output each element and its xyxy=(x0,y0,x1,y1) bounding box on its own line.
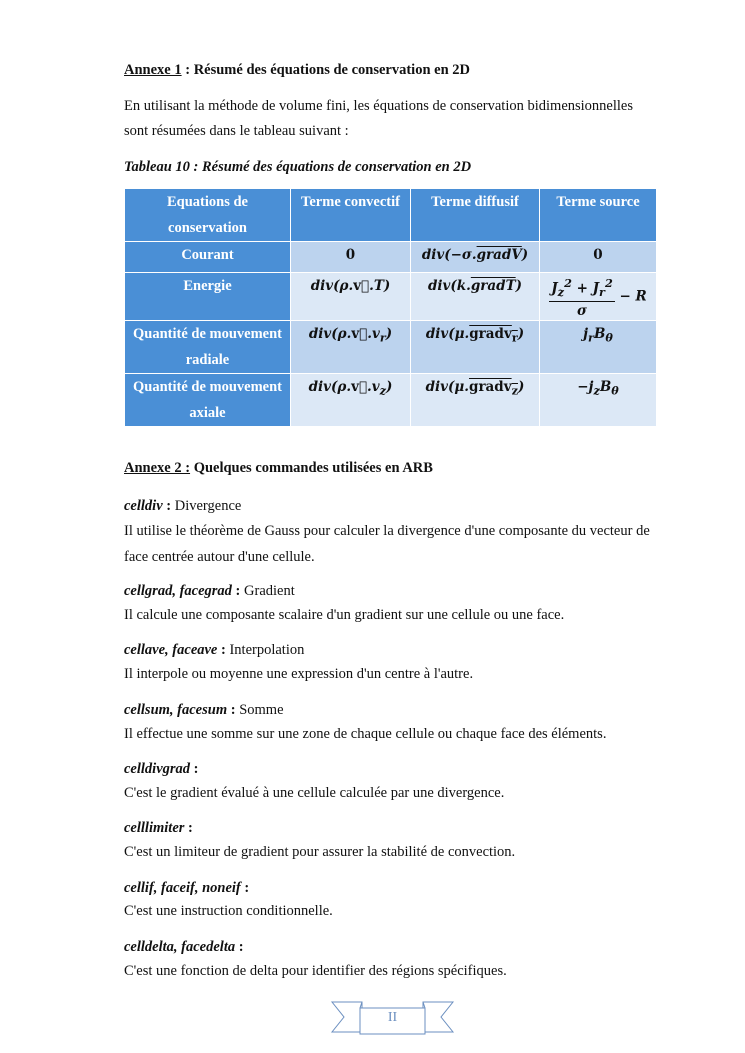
cell-convective: $div(\rho.v⃗.v_r)$ xyxy=(291,321,411,374)
cell-convective: 0 xyxy=(291,242,411,273)
command-name: cellave, faceave xyxy=(124,642,218,658)
command-entry: cellgrad, facegrad : Gradient Il calcule une composante scalaire d'un gradient sur une cellule ou une face. xyxy=(124,581,656,628)
table-row-energie xyxy=(125,273,657,321)
command-name: cellgrad, facegrad xyxy=(124,583,232,599)
command-title: Somme xyxy=(239,702,284,718)
row-label: Quantité de mouvement axiale xyxy=(125,374,291,427)
command-entry: celldivgrad : C'est le gradient évalué à une cellule calculée par une divergence. xyxy=(124,759,656,806)
row-label: Energie xyxy=(125,273,291,321)
page-number: II xyxy=(387,1010,398,1025)
cell-source: $-j_zB_\theta$ xyxy=(540,374,657,427)
command-entry: cellsum, facesum : Somme Il effectue une somme sur une zone de chaque cellule ou chaque face des éléments. xyxy=(124,700,656,747)
command-desc: C'est un limiteur de gradient pour assurer la stabilité de convection. xyxy=(124,844,516,860)
cell-convective: div(ρ.v⃗.T) xyxy=(291,273,411,321)
annex2-title: Quelques commandes utilisées en ARB xyxy=(190,460,433,476)
command-name: celldiv xyxy=(124,498,163,514)
cell-source: 0 xyxy=(540,242,657,273)
command-title: Interpolation xyxy=(229,642,305,658)
cell-source: $j_rB_\theta$ xyxy=(540,321,657,374)
row-label: Quantité de mouvement radiale xyxy=(125,321,291,374)
command-desc: C'est le gradient évalué à une cellule calculée par une divergence. xyxy=(124,785,505,801)
header-source: Terme source xyxy=(540,189,657,242)
cell-convective: $div(\rho.v⃗.v_z)$ xyxy=(291,374,411,427)
table-row-axiale xyxy=(125,374,657,427)
cell-diffusive: div(μ.gradv$_r$) xyxy=(411,321,540,374)
command-entry: celllimiter : C'est un limiteur de gradient pour assurer la stabilité de convection. xyxy=(124,818,656,865)
conservation-equations-table xyxy=(124,188,657,427)
command-title: Divergence xyxy=(174,498,242,514)
command-name: cellif, faceif, noneif xyxy=(124,880,241,896)
header-diffusive: Terme diffusif xyxy=(411,189,540,242)
row-label: Courant xyxy=(125,242,291,273)
cell-diffusive: div(μ.gradv$_z$) xyxy=(411,374,540,427)
cell-diffusive: div(k.gradT) xyxy=(411,273,540,321)
annex2-heading xyxy=(124,460,433,477)
table-header-row xyxy=(125,189,657,242)
annex1-title: : Résumé des équations de conservation en 2D xyxy=(181,62,470,78)
command-entry: cellave, faceave : Interpolation Il interpole ou moyenne une expression d'un centre à l'autre. xyxy=(124,640,656,687)
command-name: cellsum, facesum xyxy=(124,702,228,718)
cell-source: $\frac{J_z^2 + J_r^2}{\sigma}$ − R xyxy=(540,273,657,321)
command-entry: cellif, faceif, noneif : C'est une instruction conditionnelle. xyxy=(124,878,656,924)
command-desc: Il interpole ou moyenne une expression d'un centre à l'autre. xyxy=(124,666,474,682)
annex1-intro: En utilisant la méthode de volume fini, les équations de conservation bidimensionnelles sont résumées dans le tableau suivant : xyxy=(124,98,634,139)
table-caption: Tableau 10 : Résumé des équations de conservation en 2D xyxy=(124,159,472,175)
command-entry: celldiv : Divergence Il utilise le théorème de Gauss pour calculer la divergence d'une composante du vecteur de face centrée autour d'une cellule. xyxy=(124,496,656,570)
annex2-label: Annexe 2 : xyxy=(124,460,191,476)
command-desc: Il calcule une composante scalaire d'un gradient sur une cellule ou une face. xyxy=(124,607,565,623)
command-desc: C'est une fonction de delta pour identifier des régions spécifiques. xyxy=(124,963,507,979)
cell-diffusive: div(−σ.gradV) xyxy=(411,242,540,273)
command-desc: C'est une instruction conditionnelle. xyxy=(124,903,333,919)
command-name: celldivgrad xyxy=(124,761,191,777)
page-footer xyxy=(330,998,455,1038)
table-row-courant xyxy=(125,242,657,273)
header-equations: Equations de conservation xyxy=(125,189,291,242)
command-name: celldelta, facedelta xyxy=(124,939,236,955)
header-convective: Terme convectif xyxy=(291,189,411,242)
table-row-radiale xyxy=(125,321,657,374)
command-title: Gradient xyxy=(244,583,295,599)
command-entry: celldelta, facedelta : C'est une fonction de delta pour identifier des régions spécifiques. xyxy=(124,937,656,984)
command-desc: Il utilise le théorème de Gauss pour calculer la divergence d'une composante du vecteur de face centrée autour d'une cellule. xyxy=(124,523,650,565)
annex1-label: Annexe 1 xyxy=(124,62,182,78)
command-name: celllimiter xyxy=(124,820,185,836)
annex1-heading xyxy=(124,62,470,79)
command-desc: Il effectue une somme sur une zone de chaque cellule ou chaque face des éléments. xyxy=(124,726,607,742)
